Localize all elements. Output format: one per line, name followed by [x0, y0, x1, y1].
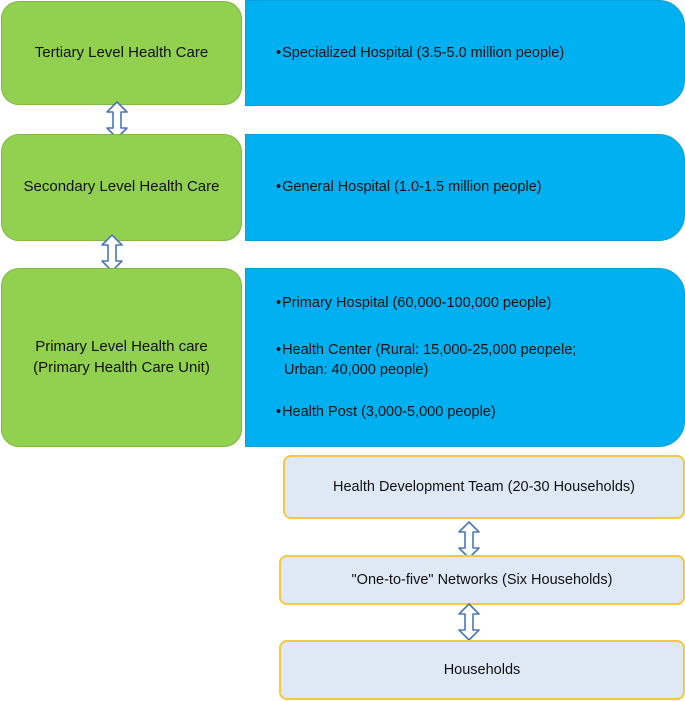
tertiary-level-label: Tertiary Level Health Care: [34, 43, 209, 61]
one-to-five-networks-label: "One-to-five" Networks (Six Households): [351, 572, 613, 588]
facility-item: [276, 294, 676, 314]
primary-level-box: [1, 268, 242, 447]
one-to-five-networks-box: [279, 555, 685, 605]
primary-hospital-text: • Primary Hospital (60,000-100,000 people): [276, 295, 551, 311]
double-arrow-icon: [101, 234, 123, 272]
secondary-level-box: [1, 134, 242, 241]
health-development-team-box: [283, 455, 685, 519]
double-arrow-icon: [458, 521, 480, 559]
secondary-facilities-box: [245, 134, 685, 241]
tertiary-facilities-box: [245, 0, 685, 106]
general-hospital-text: • General Hospital (1.0-1.5 million people): [276, 179, 542, 195]
primary-facilities-box: [245, 268, 685, 447]
households-label: Households: [443, 662, 521, 678]
specialized-hospital-text: • Specialized Hospital (3.5-5.0 million people): [276, 45, 564, 61]
primary-level-label: Primary Level Health care: [35, 338, 208, 356]
health-center-text: • Health Center (Rural: 15,000-25,000 peopele;: [276, 342, 576, 358]
health-center-urban-text: Urban: 40,000 people): [284, 361, 429, 378]
tertiary-level-box: [1, 1, 242, 105]
facility-item: [276, 341, 676, 380]
secondary-level-label: Secondary Level Health Care: [23, 178, 220, 196]
facility-item: [276, 178, 676, 198]
facility-item: [276, 44, 676, 64]
households-box: [279, 640, 685, 700]
primary-level-sublabel: (Primary Health Care Unit): [33, 358, 210, 376]
health-post-text: • Health Post (3,000-5,000 people): [276, 404, 496, 420]
facility-item: [276, 403, 676, 423]
double-arrow-icon: [458, 603, 480, 641]
health-development-team-label: Health Development Team (20-30 Households): [333, 479, 635, 495]
